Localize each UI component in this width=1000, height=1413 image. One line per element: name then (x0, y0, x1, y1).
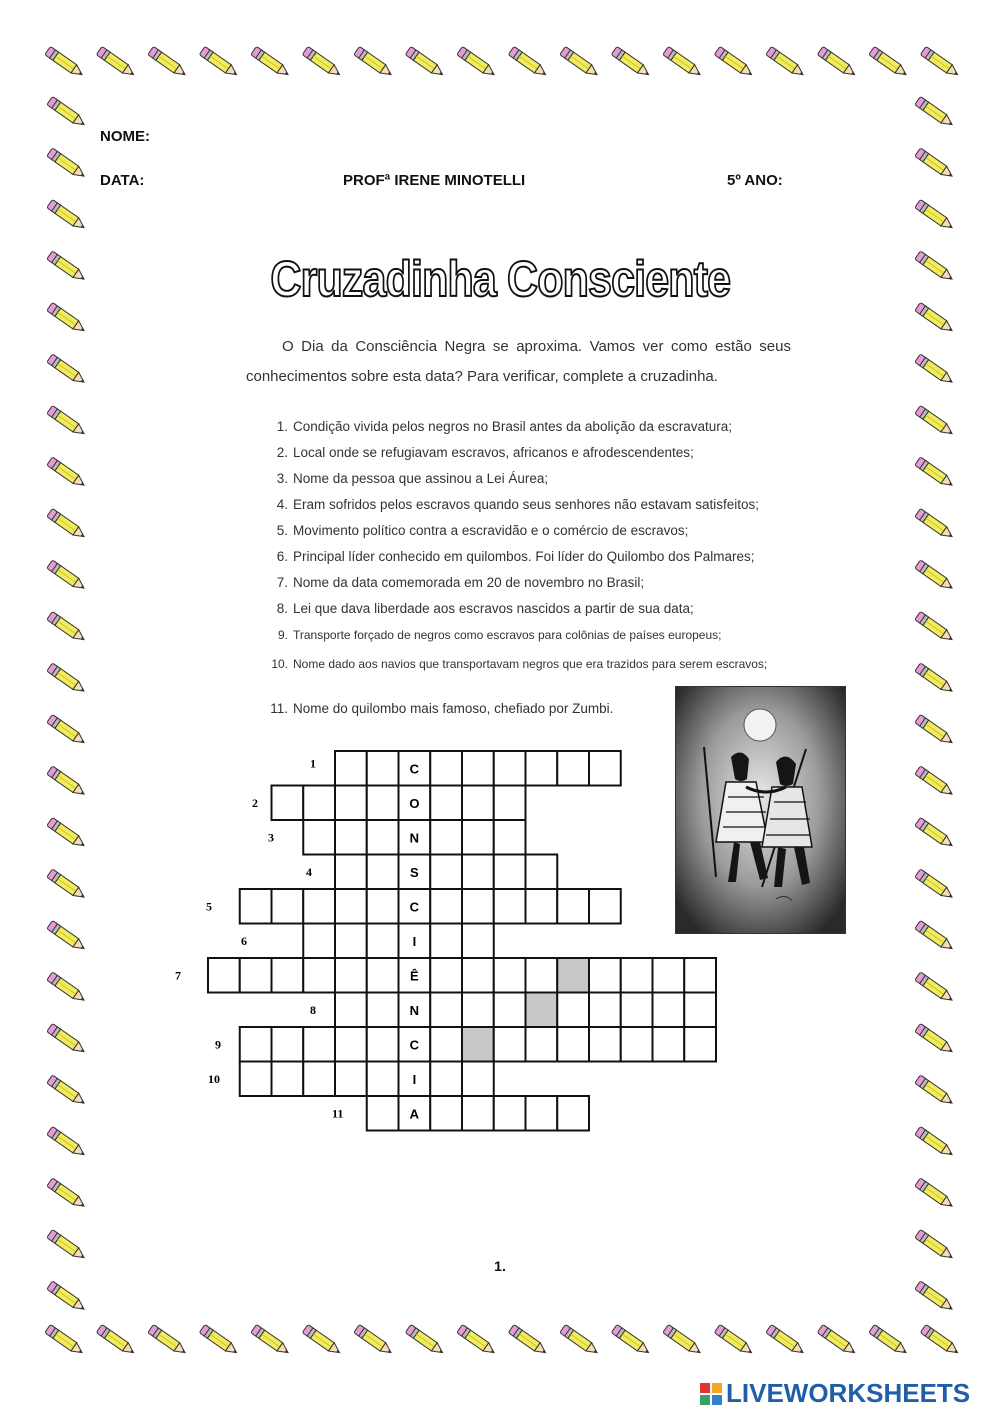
pencil-icon (915, 714, 955, 746)
pencil-icon (920, 46, 960, 78)
crossword-cell[interactable] (557, 993, 589, 1028)
grade-label: 5º ANO: (727, 172, 783, 189)
pencil-icon (915, 1075, 955, 1107)
key-letter: A (409, 1106, 420, 1122)
crossword-cell[interactable] (494, 1096, 526, 1131)
clue-text: Nome do quilombo mais famoso, chefiado por Zumbi. (293, 701, 614, 716)
crossword-cell[interactable] (272, 1062, 304, 1097)
crossword-cell[interactable] (494, 855, 526, 890)
row-number-label: 4 (306, 864, 312, 879)
crossword-cell[interactable] (430, 751, 462, 786)
pencil-icon (611, 1324, 651, 1356)
crossword-cell[interactable] (462, 993, 494, 1028)
crossword-cell[interactable] (240, 889, 272, 924)
crossword-cell[interactable] (557, 958, 589, 993)
name-label: NOME: (100, 128, 150, 145)
crossword-cell[interactable] (303, 958, 335, 993)
pencil-icon (47, 560, 87, 592)
pencil-icon (47, 1023, 87, 1055)
pencil-icon (47, 199, 87, 231)
intro-paragraph (246, 332, 791, 392)
key-letter: C (409, 761, 420, 777)
crossword-cell[interactable] (335, 1062, 367, 1097)
pencil-icon (354, 46, 394, 78)
crossword-cell[interactable] (430, 889, 462, 924)
clue-number: 1. (276, 419, 288, 434)
crossword-cell[interactable] (621, 993, 653, 1028)
pencil-icon (96, 46, 136, 78)
key-column-cell (399, 924, 431, 959)
intro-text: O Dia da Consciência Negra se aproxima. Vamos ver como estão seus conhecimentos sobre esta data? Para verificar, complete a cruzadinha. (246, 338, 791, 385)
pencil-icon (663, 1324, 703, 1356)
african-warriors-illustration (675, 686, 846, 934)
row-number-label: 2 (252, 795, 258, 810)
pencil-icon (47, 1281, 87, 1313)
crossword-cell[interactable] (526, 993, 558, 1028)
crossword-cell[interactable] (462, 1062, 494, 1097)
crossword-cell[interactable] (557, 1027, 589, 1062)
key-letter: C (409, 899, 420, 915)
pencil-icon (47, 148, 87, 180)
key-column-cell (399, 820, 431, 855)
crossword-cell[interactable] (621, 1027, 653, 1062)
crossword-cell[interactable] (589, 1027, 621, 1062)
clue-number: 6. (276, 549, 288, 564)
crossword-cell[interactable] (430, 1096, 462, 1131)
key-letter: I (412, 1071, 417, 1087)
pencil-icon (47, 972, 87, 1004)
crossword-cell[interactable] (335, 958, 367, 993)
key-column-cell (399, 1062, 431, 1097)
crossword-cell[interactable] (526, 1027, 558, 1062)
crossword-cell[interactable] (526, 958, 558, 993)
pencil-icon (45, 46, 85, 78)
date-label: DATA: (100, 172, 145, 189)
crossword-cell[interactable] (430, 786, 462, 821)
pencil-icon (47, 1229, 87, 1261)
crossword-cell[interactable] (240, 958, 272, 993)
crossword-cell[interactable] (462, 889, 494, 924)
crossword-cell[interactable] (335, 786, 367, 821)
pencil-icon (251, 1324, 291, 1356)
pencil-icon (869, 1324, 909, 1356)
key-column-cell (399, 855, 431, 890)
pencil-icon (47, 817, 87, 849)
pencil-icon (915, 560, 955, 592)
crossword-cell[interactable] (526, 855, 558, 890)
watermark-text: LIVEWORKSHEETS (726, 1378, 971, 1408)
clue-text: Condição vivida pelos negros no Brasil antes da abolição da escravatura; (293, 419, 733, 434)
key-letter: N (409, 830, 420, 846)
row-number-label: 9 (215, 1037, 221, 1052)
crossword-cell[interactable] (589, 751, 621, 786)
crossword-cell[interactable] (526, 1096, 558, 1131)
pencil-icon (915, 1178, 955, 1210)
row-number-label: 1 (310, 756, 316, 771)
pencil-icon (199, 1324, 239, 1356)
crossword-cell[interactable] (303, 889, 335, 924)
pencil-icon (663, 46, 703, 78)
clue-item (246, 626, 791, 652)
pencil-icon (47, 354, 87, 386)
crossword-cell[interactable] (367, 1062, 399, 1097)
clue-number: 11. (270, 701, 288, 716)
crossword-cell[interactable] (462, 924, 494, 959)
worksheet-title: Cruzadinha Consciente (270, 251, 730, 307)
key-column-cell (399, 751, 431, 786)
clue-text: Nome da data comemorada em 20 de novembro no Brasil; (293, 575, 645, 590)
pencil-icon (560, 46, 600, 78)
pencil-icon (766, 46, 806, 78)
pencil-icon (47, 766, 87, 798)
pencil-icon (508, 46, 548, 78)
key-column-cell (399, 993, 431, 1028)
pencil-icon (915, 663, 955, 695)
clue-item (246, 444, 791, 470)
crossword-cell[interactable] (462, 820, 494, 855)
crossword-cell[interactable] (494, 958, 526, 993)
clue-text: Nome dado aos navios que transportavam negros que era trazidos para serem escravos; (293, 657, 768, 671)
pencil-icon (915, 148, 955, 180)
pencil-icon (817, 1324, 857, 1356)
pencil-icon (148, 1324, 188, 1356)
clue-text: Local onde se refugiavam escravos, africanos e afrodescendentes; (293, 445, 694, 460)
clue-item (246, 574, 791, 600)
row-number-label: 5 (206, 899, 212, 914)
crossword-cell[interactable] (303, 820, 335, 855)
crossword-cell[interactable] (684, 1027, 716, 1062)
pencil-icon (915, 1023, 955, 1055)
pencil-icon (148, 46, 188, 78)
clue-list (246, 418, 791, 726)
pencil-icon (47, 1075, 87, 1107)
pencil-icon (47, 1126, 87, 1158)
crossword-cell[interactable] (653, 993, 685, 1028)
crossword-cell[interactable] (335, 1027, 367, 1062)
crossword-cell[interactable] (494, 751, 526, 786)
crossword-cell[interactable] (303, 1062, 335, 1097)
pencil-icon (405, 1324, 445, 1356)
pencil-icon (457, 46, 497, 78)
pencil-icon (47, 508, 87, 540)
pencil-icon (915, 972, 955, 1004)
pencil-icon (817, 46, 857, 78)
crossword-cell[interactable] (621, 958, 653, 993)
teacher-name: PROFª IRENE MINOTELLI (343, 172, 526, 189)
crossword-cell[interactable] (367, 889, 399, 924)
crossword-cell[interactable] (208, 958, 240, 993)
crossword-cell[interactable] (240, 1062, 272, 1097)
key-letter: N (409, 1002, 420, 1018)
pencil-icon (714, 46, 754, 78)
crossword-cell[interactable] (557, 751, 589, 786)
crossword-cell[interactable] (557, 1096, 589, 1131)
key-column-cell (399, 1027, 431, 1062)
pencil-icon (457, 1324, 497, 1356)
clue-number: 5. (276, 523, 288, 538)
pencil-icon (915, 1229, 955, 1261)
crossword-cell[interactable] (684, 993, 716, 1028)
row-number-label: 10 (208, 1071, 220, 1086)
crossword-cell[interactable] (462, 1027, 494, 1062)
pencil-icon (920, 1324, 960, 1356)
pencil-icon (251, 46, 291, 78)
crossword-cell[interactable] (494, 820, 526, 855)
crossword-cell[interactable] (367, 924, 399, 959)
pencil-icon (915, 508, 955, 540)
crossword-cell[interactable] (589, 889, 621, 924)
clue-item (246, 496, 791, 522)
pencil-icon (915, 457, 955, 489)
crossword-cell[interactable] (272, 786, 304, 821)
pencil-icon (47, 1178, 87, 1210)
pencil-icon (47, 611, 87, 643)
crossword-cell[interactable] (462, 855, 494, 890)
crossword-cell[interactable] (430, 1027, 462, 1062)
clue-number: 3. (276, 471, 288, 486)
pencil-icon (47, 457, 87, 489)
crossword-cell[interactable] (335, 993, 367, 1028)
pencil-icon (611, 46, 651, 78)
clue-item (246, 470, 791, 496)
crossword-cell[interactable] (335, 924, 367, 959)
crossword-cell[interactable] (526, 751, 558, 786)
pencil-icon (915, 920, 955, 952)
clue-number: 9. (277, 628, 288, 642)
clue-number: 2. (276, 445, 288, 460)
page-number: 1. (494, 1258, 506, 1274)
crossword-cell[interactable] (557, 889, 589, 924)
row-number-label: 3 (268, 830, 274, 845)
crossword-cell[interactable] (367, 1096, 399, 1131)
pencil-icon (96, 1324, 136, 1356)
clue-text: Eram sofridos pelos escravos quando seus senhores não estavam satisfeitos; (293, 497, 759, 512)
crossword-cell[interactable] (684, 958, 716, 993)
key-letter: I (412, 933, 417, 949)
row-number-label: 7 (175, 968, 181, 983)
clue-text: Principal líder conhecido em quilombos. Foi líder do Quilombo dos Palmares; (293, 549, 755, 564)
crossword-cell[interactable] (335, 820, 367, 855)
clue-number: 4. (276, 497, 288, 512)
clue-text: Nome da pessoa que assinou a Lei Áurea; (293, 471, 549, 486)
key-column-cell (399, 958, 431, 993)
clue-item (246, 548, 791, 574)
clue-number: 8. (276, 601, 288, 616)
crossword-cell[interactable] (494, 889, 526, 924)
clue-text: Transporte forçado de negros como escravos para colônias de países europeus; (293, 628, 722, 642)
crossword-cell[interactable] (335, 889, 367, 924)
row-number-label: 6 (241, 933, 247, 948)
pencil-icon (405, 46, 445, 78)
row-number-label: 11 (332, 1106, 344, 1121)
crossword-cell[interactable] (430, 820, 462, 855)
crossword-cell[interactable] (240, 1027, 272, 1062)
crossword-cell[interactable] (303, 924, 335, 959)
pencil-icon (915, 1281, 955, 1313)
pencil-icon (915, 405, 955, 437)
crossword-cell[interactable] (462, 958, 494, 993)
crossword-cell[interactable] (462, 751, 494, 786)
key-column-cell (399, 889, 431, 924)
key-letter: C (409, 1037, 420, 1053)
clue-item (246, 522, 791, 548)
pencil-icon (915, 817, 955, 849)
pencil-icon (915, 766, 955, 798)
pencil-icon (915, 869, 955, 901)
crossword-cell[interactable] (367, 786, 399, 821)
crossword-cell[interactable] (367, 820, 399, 855)
pencil-icon (302, 46, 342, 78)
pencil-icon (302, 1324, 342, 1356)
row-number-label: 8 (310, 1002, 316, 1017)
pencil-icon (47, 869, 87, 901)
clue-text: Lei que dava liberdade aos escravos nascidos a partir de sua data; (293, 601, 694, 616)
key-letter: O (409, 795, 420, 811)
pencil-icon (47, 405, 87, 437)
liveworksheets-logo-icon (700, 1383, 722, 1405)
clue-item (246, 600, 791, 626)
crossword-cell[interactable] (367, 855, 399, 890)
pencil-icon (45, 1324, 85, 1356)
pencil-icon (354, 1324, 394, 1356)
pencil-icon (47, 96, 87, 128)
crossword-cell[interactable] (430, 1062, 462, 1097)
crossword-cell[interactable] (430, 924, 462, 959)
key-column-cell (399, 786, 431, 821)
pencil-icon (47, 714, 87, 746)
crossword-cell[interactable] (589, 993, 621, 1028)
clue-number: 10. (271, 657, 288, 671)
crossword-cell[interactable] (367, 993, 399, 1028)
pencil-icon (199, 46, 239, 78)
pencil-icon (915, 354, 955, 386)
crossword-cell[interactable] (462, 786, 494, 821)
pencil-icon (508, 1324, 548, 1356)
crossword-cell[interactable] (494, 786, 526, 821)
crossword-cell[interactable] (303, 1027, 335, 1062)
crossword-cell[interactable] (303, 786, 335, 821)
key-letter: Ê (410, 968, 419, 984)
crossword-cell[interactable] (589, 958, 621, 993)
watermark (700, 1378, 970, 1409)
crossword-cell[interactable] (494, 1027, 526, 1062)
clue-number: 7. (276, 575, 288, 590)
pencil-icon (869, 46, 909, 78)
key-letter: S (410, 864, 419, 880)
crossword-cell[interactable] (272, 958, 304, 993)
pencil-icon (915, 1126, 955, 1158)
crossword-cell[interactable] (367, 751, 399, 786)
crossword-cell[interactable] (653, 958, 685, 993)
crossword-cell[interactable] (430, 958, 462, 993)
pencil-icon (47, 663, 87, 695)
key-column-cell (399, 1096, 431, 1131)
pencil-icon (766, 1324, 806, 1356)
crossword-cell[interactable] (335, 751, 367, 786)
clue-item (246, 418, 791, 444)
crossword-cell[interactable] (430, 855, 462, 890)
crossword-cell[interactable] (272, 1027, 304, 1062)
crossword-cell[interactable] (462, 1096, 494, 1131)
pencil-icon (915, 96, 955, 128)
clue-text: Movimento político contra a escravidão e o comércio de escravos; (293, 523, 689, 538)
crossword-cell[interactable] (526, 889, 558, 924)
pencil-icon (915, 199, 955, 231)
crossword-cell[interactable] (494, 993, 526, 1028)
pencil-icon (714, 1324, 754, 1356)
crossword-cell[interactable] (430, 993, 462, 1028)
pencil-icon (47, 920, 87, 952)
crossword-cell[interactable] (653, 1027, 685, 1062)
pencil-icon (560, 1324, 600, 1356)
pencil-icon (915, 611, 955, 643)
crossword-cell[interactable] (367, 1027, 399, 1062)
crossword-cell[interactable] (272, 889, 304, 924)
crossword-cell[interactable] (335, 855, 367, 890)
crossword-cell[interactable] (367, 958, 399, 993)
